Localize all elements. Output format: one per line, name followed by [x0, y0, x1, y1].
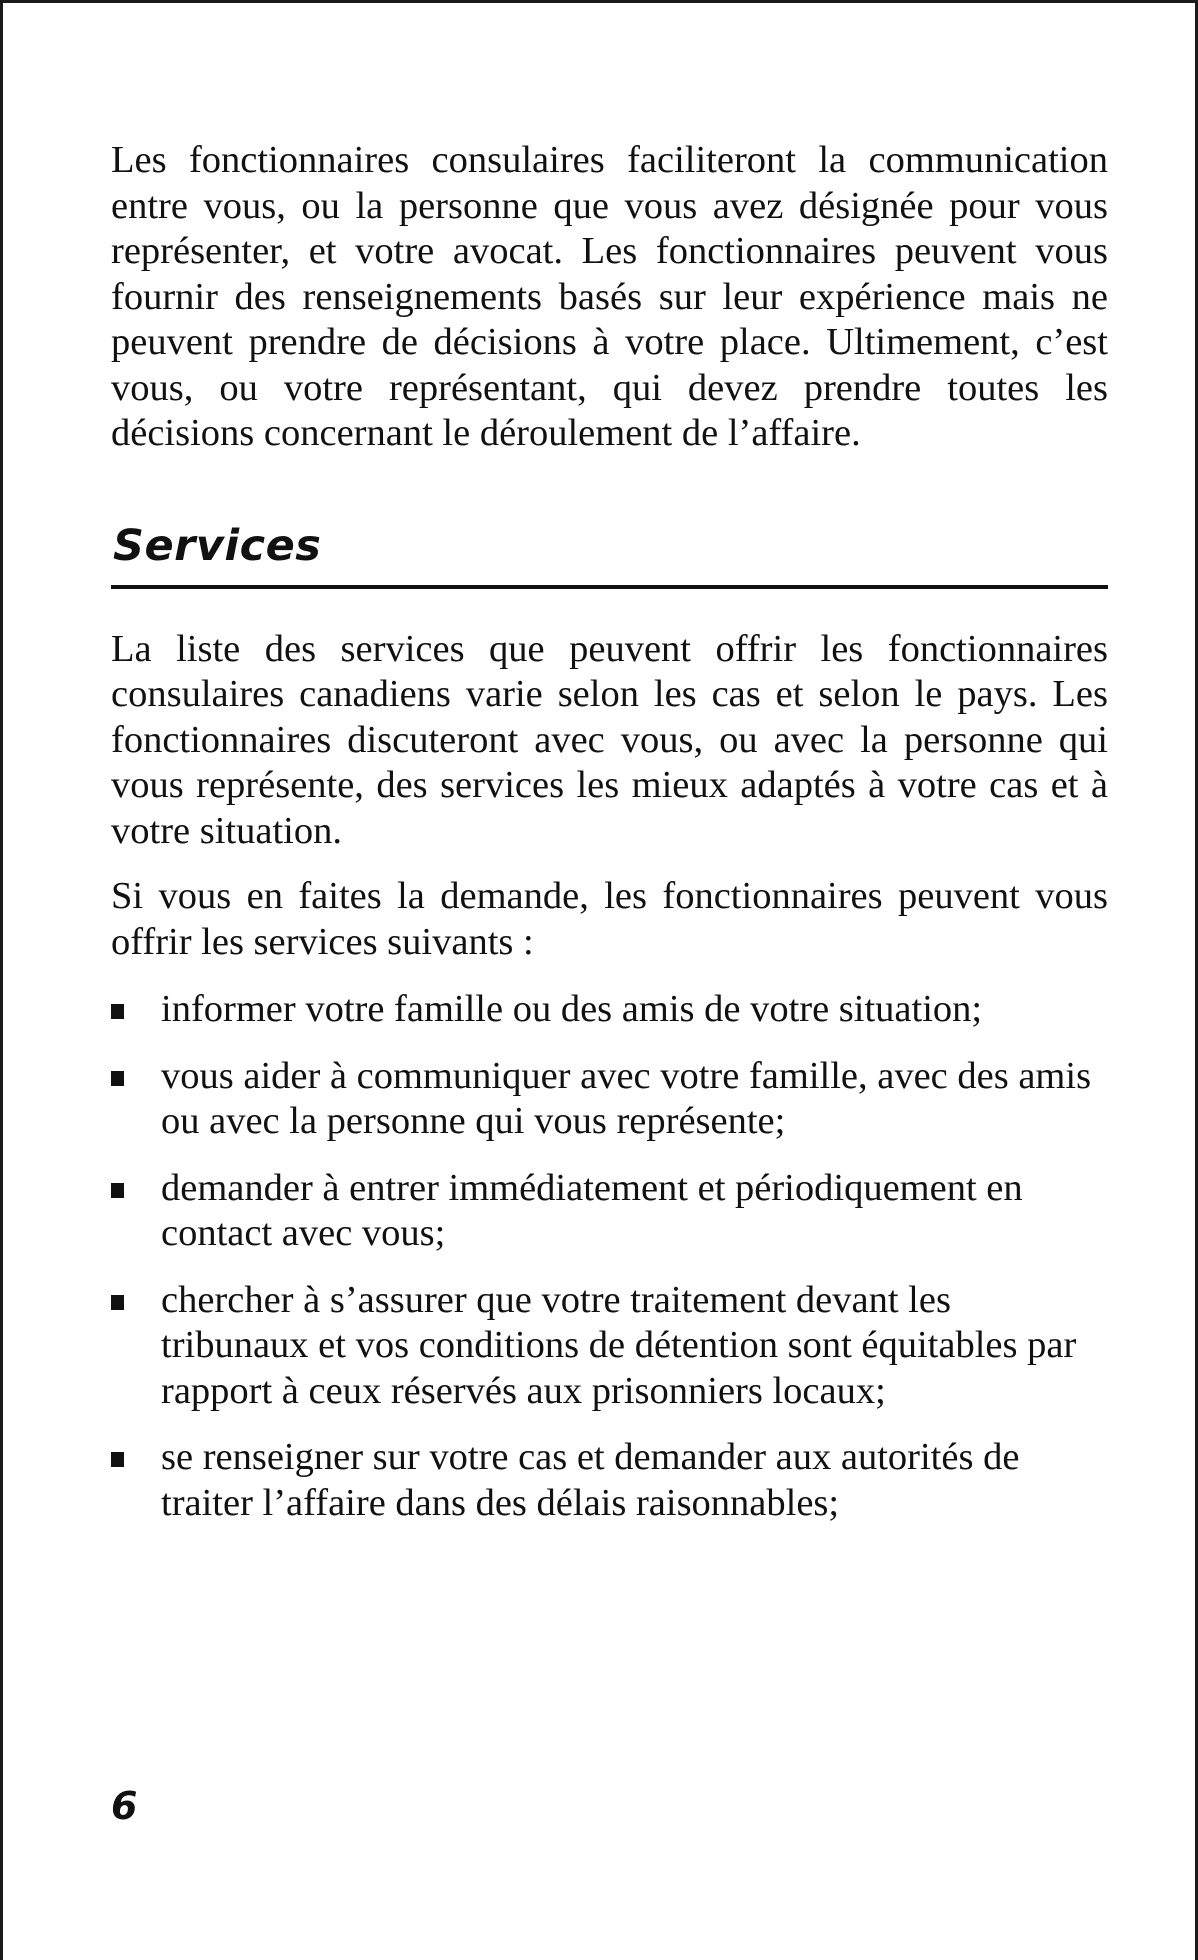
list-item — [111, 987, 1108, 1033]
square-bullet-icon — [111, 1071, 124, 1086]
intro-paragraph: Les fonctionnaires consulaires faciliteront la communication entre vous, ou la personne que vous avez désignée pour vous représenter, et votre avocat. Les fonctionnaires peuvent vous fournir des renseignements basés sur leur expérience mais ne peuvent prendre de décisions à votre place. Ultimement, c’est vous, ou votre représentant, qui devez prendre toutes les décisions concernant le déroulement de l’affaire. — [111, 139, 1108, 454]
list-item-text: vous aider à communiquer avec votre famille, avec des amis ou avec la personne qui vous représente; — [161, 1054, 1092, 1142]
list-item — [111, 1054, 1108, 1145]
list-item-text: demander à entrer immédiatement et périodiquement en contact avec vous; — [161, 1166, 1023, 1254]
services-paragraph-2: Si vous en faites la demande, les fonctionnaires peuvent vous offrir les services suivants : — [111, 875, 1108, 963]
list-item — [111, 1166, 1108, 1257]
list-item-text: chercher à s’assurer que votre traitement devant les tribunaux et vos conditions de détention sont équitables par rapport à ceux réservés aux prisonniers locaux; — [161, 1278, 1077, 1412]
square-bullet-icon — [111, 1183, 124, 1198]
list-item-text: informer votre famille ou des amis de votre situation; — [161, 988, 983, 1030]
list-item-text: se renseigner sur votre cas et demander aux autorités de traiter l’affaire dans des délais raisonnables; — [161, 1436, 1020, 1524]
heading-rule — [111, 585, 1108, 589]
page-content — [111, 138, 1108, 1547]
list-item — [111, 1278, 1108, 1415]
section-heading: Services — [113, 520, 322, 571]
services-paragraph-1: La liste des services que peuvent offrir les fonctionnaires consulaires canadiens varie selon les cas et selon le pays. Les fonctionnaires discuteront avec vous, ou avec la personne qui vous représente, des services les mieux adaptés à votre cas et à votre situation. — [111, 627, 1108, 852]
square-bullet-icon — [111, 1295, 124, 1310]
square-bullet-icon — [111, 1004, 124, 1019]
list-item — [111, 1435, 1108, 1526]
page-number: 6 — [111, 1784, 138, 1828]
services-list — [111, 987, 1108, 1526]
square-bullet-icon — [111, 1452, 124, 1467]
